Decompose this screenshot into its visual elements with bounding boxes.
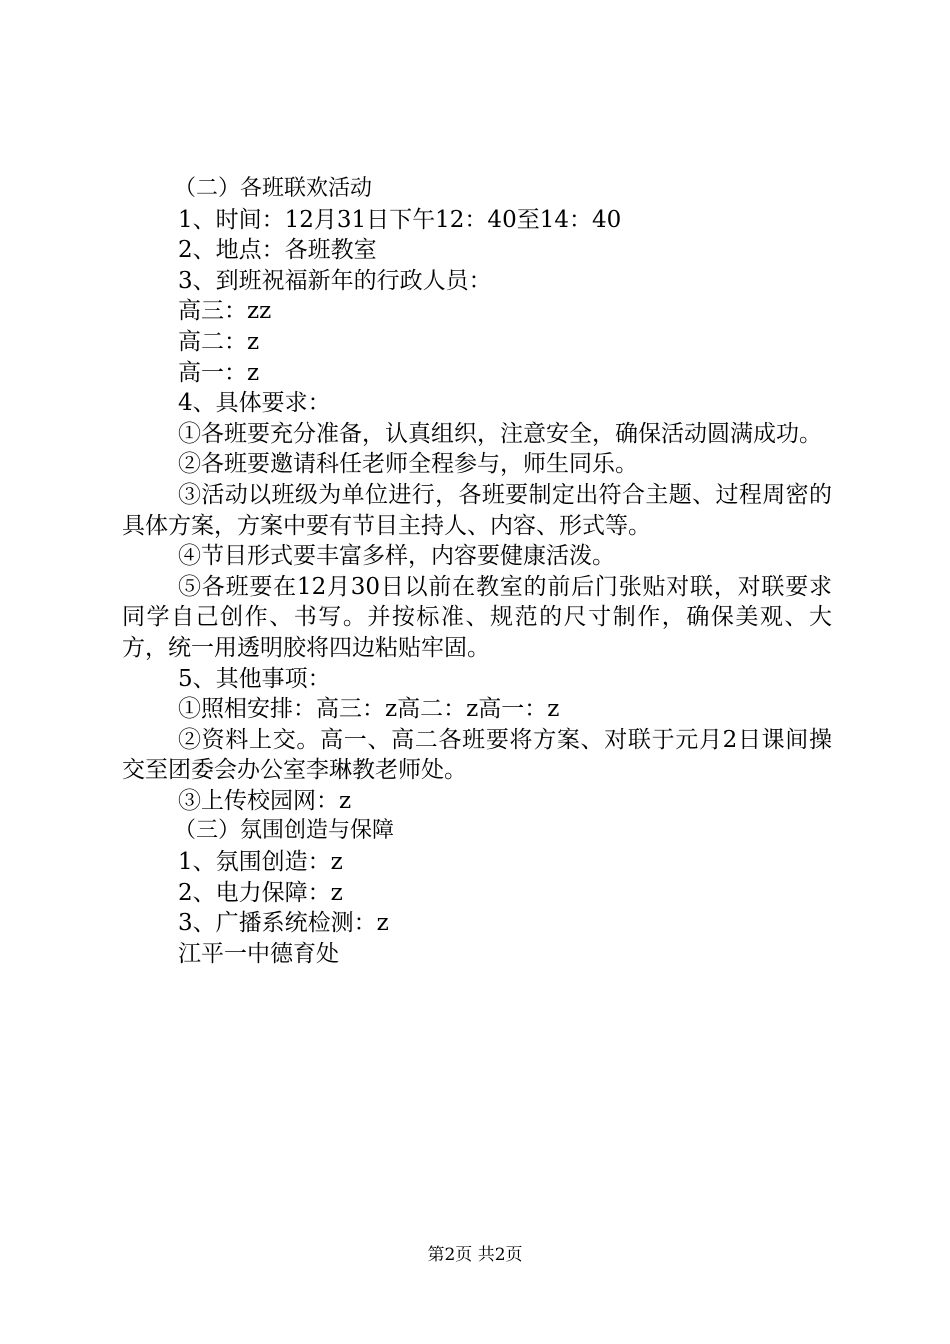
paragraph: ③活动以班级为单位进行，各班要制定出符合主题、过程周密的具体方案，方案中要有节目主持人、内容、形式等。 [122,481,832,539]
paragraph-line: 1、氛围创造：z [178,849,343,876]
paragraph-line: ③上传校园网：z [178,787,352,814]
section-heading-2: （二）各班联欢活动 [174,176,373,201]
document-body [122,174,832,969]
paragraph-line: 4、具体要求： [178,390,331,417]
paragraph: ②资料上交。高一、高二各班要将方案、对联于元月2日课间操交至团委会办公室李琳教老师处。 [122,726,832,784]
page-footer: 第2页 共2页 [427,1245,523,1265]
paragraph-line: 高三：zz [178,298,272,325]
paragraph-line: 1、时间：12月31日下午12：40至14：40 [178,206,622,233]
paragraph-line: 3、广播系统检测：z [178,910,389,937]
paragraph-line: 高一：z [178,359,260,386]
paragraph-line: ①照相安排：高三：z高二：z高一：z [178,696,560,723]
paragraph-line: 5、其他事项： [178,665,331,692]
section-heading-3: （三）氛围创造与保障 [174,818,395,844]
signature-line: 江平一中德育处 [178,940,339,967]
paragraph-line: 高二：z [178,328,260,355]
paragraph-line: 2、地点：各班教室 [178,237,377,264]
paragraph-line: 3、到班祝福新年的行政人员： [178,267,492,294]
paragraph-line: 2、电力保障：z [178,879,343,906]
paragraph-line: ④节目形式要丰富多样，内容要健康活泼。 [178,543,615,570]
paragraph: ①各班要充分准备，认真组织，注意安全，确保活动圆满成功。 [178,420,822,447]
paragraph-line: ②各班要邀请科任老师全程参与，师生同乐。 [178,451,638,478]
paragraph: ⑤各班要在12月30日以前在教室的前后门张贴对联，对联要求同学自己创作、书写。并按标准、规范的尺寸制作，确保美观、大方，统一用透明胶将四边粘贴牢固。 [122,573,832,661]
